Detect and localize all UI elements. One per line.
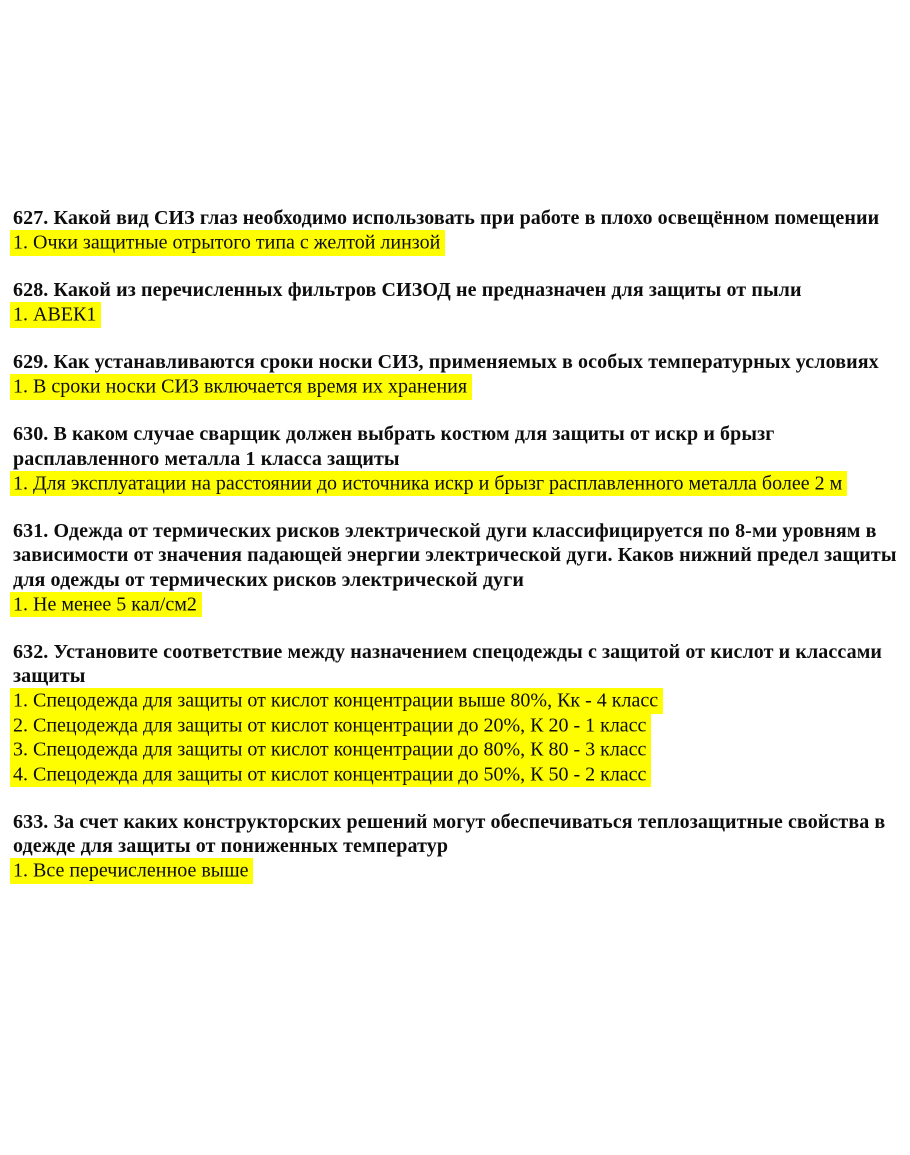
answer-line-630-1 <box>13 471 906 496</box>
question-block-633 <box>13 810 906 884</box>
highlighted-answer-632-4: 4. Спецодежда для защиты от кислот концентрации до 50%, К 50 - 2 класс <box>10 762 651 788</box>
highlighted-answer-632-1: 1. Спецодежда для защиты от кислот концентрации выше 80%, Кк - 4 класс <box>10 688 663 714</box>
highlighted-answer-627-1: 1. Очки защитные отрытого типа с желтой линзой <box>10 230 445 256</box>
question-block-629 <box>13 350 906 399</box>
question-block-632 <box>13 640 906 787</box>
question-text-628: 628. Какой из перечисленных фильтров СИЗОД не предназначен для защиты от пыли <box>13 279 802 301</box>
highlighted-answer-629-1: 1. В сроки носки СИЗ включается время их хранения <box>10 374 472 400</box>
answer-line-631-1 <box>13 592 906 617</box>
answer-line-632-4 <box>13 762 906 787</box>
answer-line-628-1 <box>13 303 906 328</box>
question-block-628 <box>13 278 906 327</box>
answer-line-633-1 <box>13 859 906 884</box>
question-text-627: 627. Какой вид СИЗ глаз необходимо использовать при работе в плохо освещённом помещении <box>13 207 880 229</box>
question-text-630: 630. В каком случае сварщик должен выбрать костюм для защиты от искр и брызг расплавленного металла 1 класса защиты <box>13 423 775 470</box>
answer-line-632-3 <box>13 738 906 763</box>
question-block-630 <box>13 422 906 496</box>
question-text-632: 632. Установите соответствие между назначением спецодежды с защитой от кислот и классами защиты <box>13 640 883 687</box>
answer-line-629-1 <box>13 375 906 400</box>
highlighted-answer-633-1: 1. Все перечисленное выше <box>10 858 253 884</box>
question-text-629: 629. Как устанавливаются сроки носки СИЗ, применяемых в особых температурных условиях <box>13 351 879 373</box>
question-block-631 <box>13 519 906 617</box>
highlighted-answer-630-1: 1. Для эксплуатации на расстоянии до источника искр и брызг расплавленного металла более 2 м <box>10 471 847 497</box>
question-text-631: 631. Одежда от термических рисков электрической дуги классифицируется по 8-ми уровням в зависимости от значения падающей энергии электрической дуги. Каков нижний предел защиты для одежды от термических рисков электрической дуги <box>13 519 897 591</box>
answer-line-632-2 <box>13 713 906 738</box>
question-block-627 <box>13 206 906 255</box>
highlighted-answer-631-1: 1. Не менее 5 кал/см2 <box>10 592 202 618</box>
answer-line-627-1 <box>13 231 906 256</box>
highlighted-answer-632-3: 3. Спецодежда для защиты от кислот концентрации до 80%, К 80 - 3 класс <box>10 737 651 763</box>
highlighted-answer-632-2: 2. Спецодежда для защиты от кислот концентрации до 20%, К 20 - 1 класс <box>10 713 651 739</box>
answer-line-632-1 <box>13 689 906 714</box>
highlighted-answer-628-1: 1. АВЕК1 <box>10 302 101 328</box>
question-text-633: 633. За счет каких конструкторских решений могут обеспечиваться теплозащитные свойства в одежде для защиты от пониженных температур <box>13 810 886 857</box>
